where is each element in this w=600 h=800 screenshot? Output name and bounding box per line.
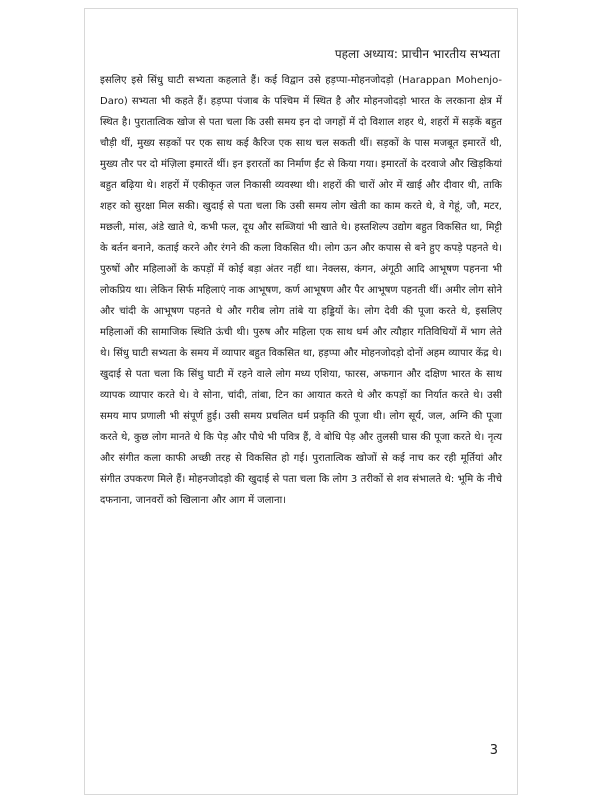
chapter-header: पहला अध्याय: प्राचीन भारतीय सभ्यता (334, 47, 500, 61)
page-number: 3 (489, 743, 498, 758)
body-paragraph: इसलिए इसे सिंधु घाटी सभ्यता कहलाते हैं। कई विद्वान उसे हड़प्पा-मोहनजोदड़ो (Harappan Mohenjo-Daro) सभ्यता भी कहते हैं। हड़प्पा पंजाब के पश्चिम में स्थित है और मोहनजोदड़ो भारत के लरकाना क्षेत्र में स्थित है। पुरातात्विक खोज से पता चला कि उसी समय इन दो जगहों में दो विशाल शहर थे, शहरों में सड़कें बहुत चौड़ी थीं, मुख्य सड़कों पर एक साथ कई कैरिज एक साथ चल सकती थीं। सड़कों के पास मजबूत इमारतें थी, मुख्य तौर पर दो मंज़िला इमारतें थीं। इन इरारतों का निर्माण ईंट से किया गया। इमारतों के दरवाजे और खिड़कियां बहुत बढ़िया थे। शहरों में एकीकृत जल निकासी व्यवस्था थी। शहरों की चारों ओर में खाई और दीवार थी, ताकि शहर को सुरक्षा मिल सकी। खुदाई से पता चला कि उसी समय लोग खेती का काम करते थे, वे गेहूं, जौ, मटर, मछली, मांस, अंडे खाते थे, कभी फल, दूध और सब्जियां भी खाते थे। हस्तशिल्प उद्योग बहुत विकसित था, मिट्टी के बर्तन बनाने, कताई करने और रंगने की कला विकसित थी। लोग ऊन और कपास से बने हुए कपड़े पहनते थे। पुरुषों और महिलाओं के कपड़ों में कोई बड़ा अंतर नहीं था। नेक्लस, कंगन, अंगूठी आदि आभूषण पहनना भी लोकप्रिय था। लेकिन सिर्फ महिलाएं नाक आभूषण, कर्ण आभूषण और पैर आभूषण पहनती थीं। अमीर लोग सोने और चांदी के आभूषण पहनते थे और गरीब लोग तांबे या हड्डियों के। लोग देवी की पूजा करते थे, इसलिए महिलाओं की सामाजिक स्थिति ऊंची थी। पुरुष और महिला एक साथ धर्म और त्यौहार गतिविधियों में भाग लेते थे। सिंधु घाटी सभ्यता के समय में व्यापार बहुत विकसित था, हड़प्पा और मोहनजोदड़ो दोनों अहम व्यापार केंद्र थे। खुदाई से पता चला कि सिंधु घाटी में रहने वाले लोग मध्य एशिया, फारस, अफगान और दक्षिण भारत के साथ व्यापक व्यापार करते थे। वे सोना, चांदी, तांबा, टिन का आयात करते थे और कपड़ों का निर्यात करते थे। उसी समय माप प्रणाली भी संपूर्ण हुई। उसी समय प्रचलित धर्म प्रकृति की पूजा थी। लोग सूर्य, जल, अग्नि की पूजा करते थे, कुछ लोग मानते थे कि पेड़ और पौधे भी पवित्र हैं, वे बोधि पेड़ और तुलसी घास की पूजा करते थे। नृत्य और संगीत कला काफी अच्छी तरह से विकसित हो गई। पुरातात्विक खोजों से कई नाच कर रही मूर्तियां और संगीत उपकरण मिले हैं। मोहनजोदड़ो की खुदाई से पता चला कि लोग 3 तरीकों से शव संभालते थे: भूमि के नीचे दफनाना, जानवरों को खिलाना और आग में जलाना। (100, 75, 502, 506)
